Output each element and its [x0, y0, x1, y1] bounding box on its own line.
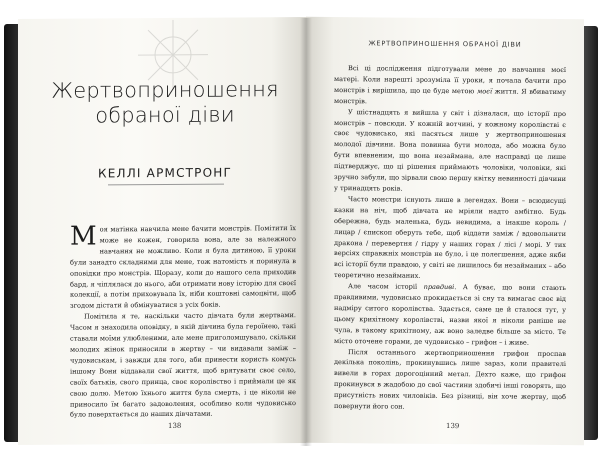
paragraph: Часто монстри існують лише в легендах. Вони – всюдисущі казки на ніч, щоб дівчата не мріяли надто амбітно. Будь обережна, будь маленька, будь невидима, а інакше король / лицар / єпископ оберуть тебе, щоб віддати заміж / вдовольнити дракона / перевертня / гідру у наших горах / лісі / морі. У тих версіях справжніх монстрів не було, і це полегшення, адже якби всі історії були правдою, у світі не лишилось би незайманих – або теоретично незайманих.	[334, 195, 566, 281]
paragraph: У шістнадцять я вийшла у світ і дізналася, що історії про монстрів – повсюди. У кожній вотчині, у кожному королівстві є своє чудовисько, які пасяться лише у жертвоприношення молодої дівчини. Вона повинна бути молода, або можна було бути впевненим, що вона незаймана, але насправді це лише підтверджує, що ці рішення приймають чоловіки, чоловіки, які зручно забули, що зірвали свою першу квітку невинності дівчини у тринадцять років.	[334, 107, 566, 193]
paragraph-text: Але часом історії	[348, 282, 424, 291]
open-book	[4, 18, 598, 446]
story-title	[40, 77, 290, 129]
paragraph-text: Всі ці дослідження підготували мене до навчання моєї матері. Коли нарешті зрозуміла її уроки, я почала бачити про монстрів і вирішила, що це буде метою	[334, 64, 566, 96]
paragraph	[334, 281, 566, 348]
book-cover-right-edge	[584, 26, 598, 440]
author-divider	[108, 184, 224, 186]
paragraph: Помітила я те, наскільки часто дівчата були жертвами. Часом я знаходила оповідку, в якій дівчина була героїнею, такі ставали моїми улюбленими, але мене приголомшувало, скільки молодих жінок приносили в жертву – чи видавали заміж – чудовиськам, і завжди для того, аби принести користь комусь іншому Вони віддавали свої життя, щоб врятувати своє село, своїх батьків, свого принца, своє королівство і приймали це як свою долю. Метою їхнього життя була смерть, і це ніколи не приносило їм багато задоволення, особливо коли чудовисько було поверхтається до наших дівчатами.	[70, 311, 296, 420]
story-title-line-2: обраної діви	[95, 102, 235, 128]
paragraph	[70, 223, 296, 312]
paragraph: Після останнього жертвоприношення грифон проспав декілька поколінь, прокинувшись лише зараз, коли правителі вивели в горах дорогоцінний метал. Дехто каже, що грифон прокинувся в жадобою до свої частини здобичі інші говорять, що присутність нових чиловіків. Без різниці, він хоче жертву, щоб повернути його сон.	[334, 347, 566, 411]
left-page-body	[70, 223, 296, 421]
paragraph	[334, 63, 566, 109]
right-page-body	[334, 63, 566, 414]
drop-cap: М	[70, 221, 97, 252]
page-number-left: 138	[168, 421, 182, 430]
page-number-right: 139	[446, 422, 460, 431]
author-name: КЕЛЛІ АРМСТРОНГ	[97, 165, 233, 181]
paragraph-text: . А буває, що вони стають правдивими, чудовисько прокидається зі сну та вимагає своє від надміру ситого королівства. Здається, саме це й сталося тут, у цьому крихітному королівстві, назви якої я ніколи раніше не чула, в такому крихітному, аж воно заледве більше за місто. Те місто оточене горами, де чудовисько – грифон – і живе.	[334, 283, 566, 347]
running-head: ЖЕРТВОПРИНОШЕННЯ ОБРАНОЇ ДІВИ	[368, 39, 522, 49]
paragraph-emphasis: правдиві	[423, 282, 455, 292]
book-gutter-shadow	[300, 18, 312, 446]
story-title-line-1: Жертвоприношення	[51, 77, 279, 103]
right-page	[306, 17, 584, 445]
paragraph-emphasis: моєї	[476, 87, 493, 96]
paragraph-text: оя матінка навчила мене бачити монстрів. Помітити їх може не кожен, говорила вона, але за належного навчання не можливо. Коли я була дитиною, її уроки були занадто складними для мене, тож натомість я поринула в оповідки про монстрів. Щоразу, коли до нашого села приходив бард, я чіплялася до нього, аби отримати нову історію для своєї колекції, а потім приховувала їх, ніби коштовні самоцвіти, щоб згодом дістати й обмінуватися з усіх боків.	[70, 224, 296, 310]
left-page	[18, 17, 306, 445]
paragraph-text: життя. Я вбиватиму монстрів.	[334, 87, 566, 106]
